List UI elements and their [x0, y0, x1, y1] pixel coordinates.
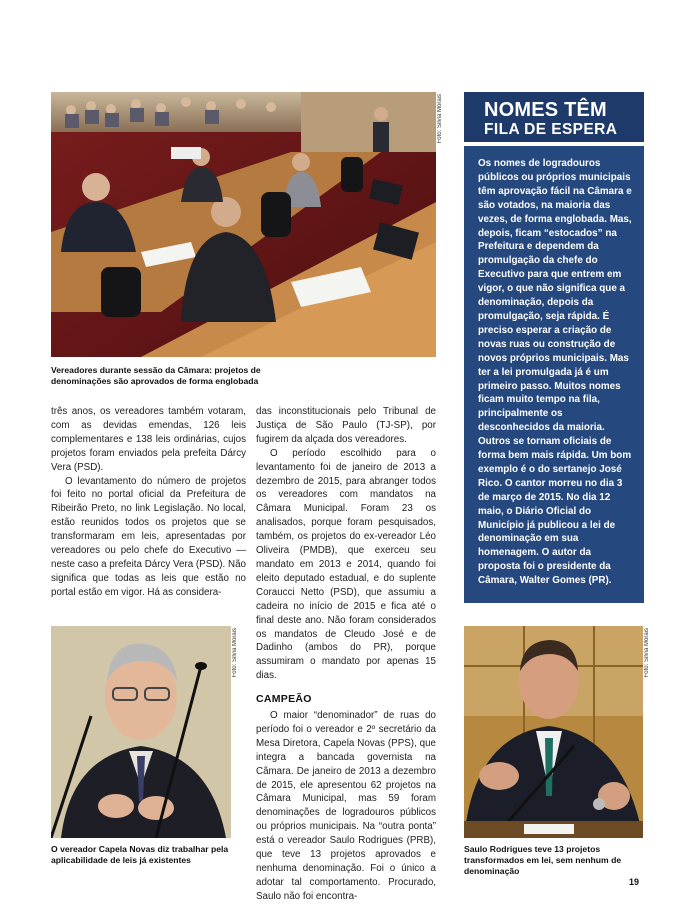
capela-novas-illustration — [51, 626, 231, 838]
top-photo-caption: Vereadores durante sessão da Câmara: projetos de denominações são aprovados de forma englobada — [51, 365, 261, 386]
council-session-photo — [51, 92, 436, 357]
column1-paragraph-1: três anos, os vereadores também votaram, com as devidas emendas, 126 leis complementares e 138 leis ordinárias, cujos projetos foram enviados pela prefeita Dárcy Vera (PSD). — [51, 406, 246, 473]
capela-novas-photo — [51, 626, 231, 838]
right-photo-credit: Foto: Silvia Morais — [644, 628, 650, 678]
column2-paragraph-1: das inconstitucionais pelo Tribunal de Justiça de São Paulo (TJ-SP), por fugirem da alçada dos vereadores. — [256, 406, 436, 445]
column2-paragraph-3: O maior “denominador” de ruas do período foi o vereador e 2º secretário da Mesa Diretora, Capela Novas (PPS), que integra a bancada governista na Câmara. De janeiro de 2013 a dezembro de 2015, ele apresentou 62 projetos na Câmara Municipal, mas 59 foram denominações de logradouros públicos ou próprios municipais. Na “outra ponta” está o vereador Saulo Rodrigues (PRB), que teve 13 projetos aprovados e nenhuma denominação. Foi o único a adotar tal comportamento. Procurado, Saulo não foi encontra- — [256, 710, 436, 902]
article-column-2 — [256, 405, 436, 904]
council-session-illustration — [51, 92, 436, 357]
page-number: 19 — [629, 877, 640, 887]
article-column-1 — [51, 405, 246, 600]
left-photo-credit: Foto: Silvia Morais — [232, 628, 238, 678]
sidebar-text: Os nomes de logradouros públicos ou próprios municipais têm aprovação fácil na Câmara e são votados, na maioria das vezes, de forma englobada. Mas, depois, ficam “estocados” na Prefeitura e dependem da promulgação da chefe do Executivo para que entrem em vigor, o que não significa que a denominação, depois da promulgação, seja rápida. É preciso esperar a criação de novas ruas ou construção de novos próprios municipais. Mas ter a lei promulgada já é um primeiro passo. Muitos nomes ficam muito tempo na fila, principalmente os desconhecidos da maioria. Outros se tornam oficiais de forma bem mais rápida. Um bom exemplo é o do sertanejo José Rico. O cantor morreu no dia 3 de março de 2015. No dia 12 maio, o Diário Oficial do Município já publicou a lei de denominação em sua homenagem. O autor da proposta foi o presidente da Câmara, Walter Gomes (PR). — [478, 158, 632, 587]
saulo-rodrigues-illustration — [464, 626, 643, 838]
saulo-rodrigues-photo — [464, 626, 643, 838]
sidebar-title: NOMES TÊM — [484, 99, 607, 121]
sidebar-subtitle: FILA DE ESPERA — [484, 121, 618, 138]
right-photo-caption: Saulo Rodrigues teve 13 projetos transformados em lei, sem nenhum de denominação — [464, 844, 622, 876]
left-photo-caption: O vereador Capela Novas diz trabalhar pela aplicabilidade de leis já existentes — [51, 844, 229, 865]
section-subhead: CAMPEÃO — [256, 693, 312, 706]
sidebar-box — [464, 92, 644, 603]
column1-paragraph-2: O levantamento do número de projetos foi feito no portal oficial da Prefeitura de Ribeirão Preto, no link Legislação. No local, estão reunidos todos os projetos que se transformaram em leis, apresentadas por vereadores ou pelo chefe do Executivo — neste caso a prefeita Dárcy Vera (PSD). Não significa que todas as leis que estão no portal estão em vigor. Há as considera- — [51, 475, 246, 598]
sidebar-title-area — [464, 92, 644, 146]
top-photo-credit: Foto: Silvia Morais — [437, 94, 443, 144]
column2-paragraph-2: O período escolhido para o levantamento foi de janeiro de 2013 a dezembro de 2015, para abranger todos os vereadores com mandatos na Câmara Municipal. Foram 23 os analisados, porque foram pesquisados, também, os projetos do ex-vereador Léo Oliveira (PMDB), que exerceu seu mandato em 2013 e 2014, quando foi eleito deputado estadual, e do suplente Coraucci Netto (PSD), que assumiu a cadeira no início de 2015 e fica até o final deste ano. Não foram considerados os mandatos de Cleudo José e de Dadinho (ambos do PR), porque assumiram o mandato por apenas 15 dias. — [256, 447, 436, 682]
